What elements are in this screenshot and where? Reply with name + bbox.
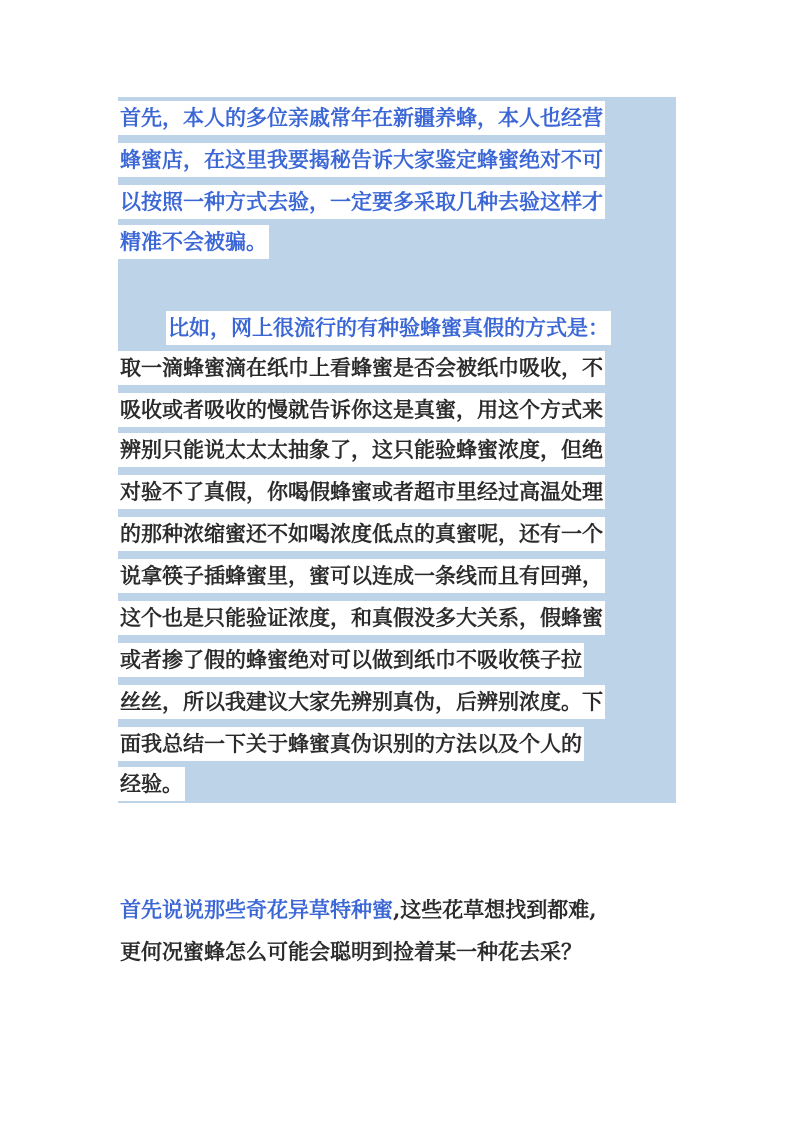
intro-line-4: 精准不会被骗。 — [118, 225, 269, 259]
method-lead-line: 比如，网上很流行的有种验蜂蜜真假的方式是： — [166, 311, 611, 345]
special-honey-line-1-rest: ,这些花草想找到都难, — [393, 897, 597, 922]
method-line-7: 这个也是只能验证浓度，和真假没多大关系，假蜂蜜 — [118, 601, 605, 635]
intro-highlight-block — [118, 97, 676, 305]
method-line-2: 吸收或者吸收的慢就告诉你这是真蜜，用这个方式来 — [118, 393, 605, 427]
method-line-6: 说拿筷子插蜂蜜里，蜜可以连成一条线而且有回弹， — [118, 559, 605, 593]
special-honey-line-2: 更何况蜜蜂怎么可能会聪明到捡着某一种花去采？ — [120, 939, 582, 964]
intro-line-2: 蜂蜜店，在这里我要揭秘告诉大家鉴定蜂蜜绝对不可 — [118, 143, 605, 177]
intro-line-1: 首先，本人的多位亲戚常年在新疆养蜂，本人也经营 — [118, 101, 605, 135]
method-line-9: 丝丝，所以我建议大家先辨别真伪，后辨别浓度。下 — [118, 685, 605, 719]
method-line-3: 辨别只能说太太太抽象了，这只能验蜂蜜浓度，但绝 — [118, 433, 605, 467]
intro-line-3: 以按照一种方式去验，一定要多采取几种去验这样才 — [118, 185, 605, 219]
method-line-5: 的那种浓缩蜜还不如喝浓度低点的真蜜呢，还有一个 — [118, 517, 605, 551]
method-line-4: 对验不了真假，你喝假蜂蜜或者超市里经过高温处理 — [118, 475, 605, 509]
method-line-10: 面我总结一下关于蜂蜜真伪识别的方法以及个人的 — [118, 727, 584, 761]
special-honey-heading: 首先说说那些奇花异草特种蜜 — [120, 897, 393, 922]
method-line-1: 取一滴蜂蜜滴在纸巾上看蜂蜜是否会被纸巾吸收，不 — [118, 351, 605, 385]
special-honey-line-1 — [120, 893, 597, 927]
method-line-11: 经验。 — [118, 767, 185, 801]
method-line-8: 或者掺了假的蜂蜜绝对可以做到纸巾不吸收筷子拉 — [118, 643, 584, 677]
method-highlight-block — [118, 305, 676, 803]
